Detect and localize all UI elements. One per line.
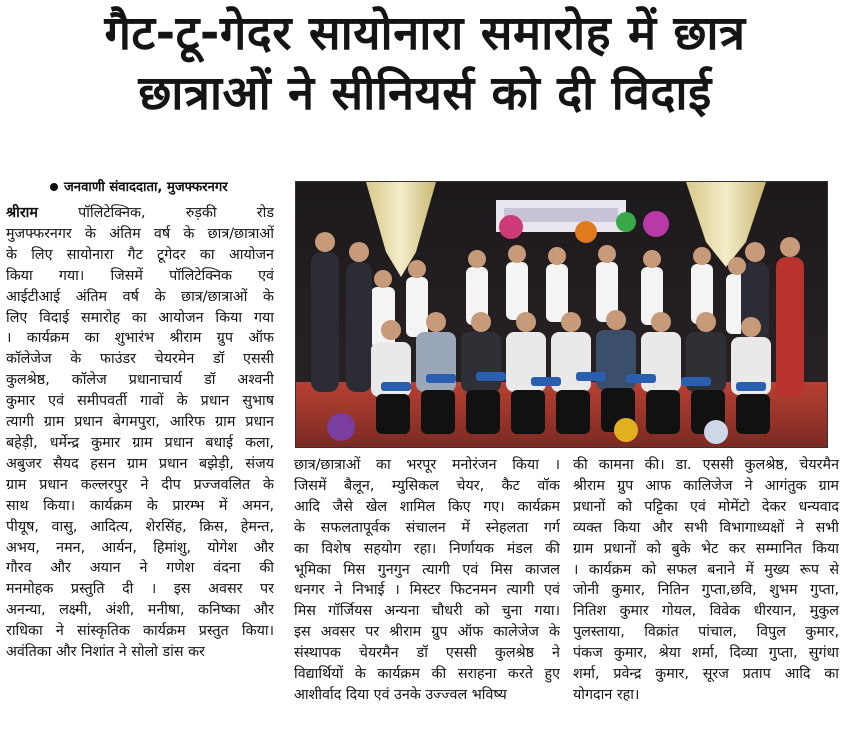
article-line xyxy=(6,621,274,642)
article-line xyxy=(6,475,274,496)
article-line xyxy=(6,412,274,433)
article-line-text: आशीर्वाद दिया एवं उनके उज्ज्वल भविष्य xyxy=(294,686,507,703)
article-line-text: संस्थापक चेयरमैन डॉ एससी कुलश्रेष्ठ ने xyxy=(294,645,560,662)
article-line-text: पुलस्ताया, विक्रांत पांचाल, विपुल कुमार, xyxy=(573,624,839,641)
article-line xyxy=(573,643,839,664)
article-line-text: जोनी कुमार, नितिन गुप्ता,छवि, शुभम गुप्ता, xyxy=(573,582,839,599)
article-line xyxy=(294,539,560,560)
article-line xyxy=(573,601,839,622)
group-photo-image xyxy=(296,182,827,447)
article-line-text: व्यक्त किया और सभी विभागाध्यक्षों ने सभी xyxy=(573,519,839,536)
article-line-text: पीयूष, वासु, आदित्य, शेरसिंह, क्रिस, हेमन्त, xyxy=(6,518,274,535)
article-line xyxy=(573,560,839,581)
article-line xyxy=(6,287,274,308)
article-line xyxy=(6,328,274,349)
article-paragraph-3 xyxy=(573,455,839,706)
article-line xyxy=(573,580,839,601)
article-line-text: की कामना की। डा. एससी कुलश्रेष्ठ, चेयरमैन xyxy=(573,457,839,473)
article-column-2 xyxy=(294,455,560,706)
article-line-text: साथ किया। कार्यक्रम के प्रारम्भ में अमन, xyxy=(6,497,274,514)
article-line-text: ग्राम प्रधानों को बुके भेट कर सम्मानित किया xyxy=(573,540,839,557)
headline-line-2: छात्राओं ने सीनियर्स को दी विदाई xyxy=(138,66,712,121)
article-line-text: भूमिका मिस गुनगुन त्यागी एवं मिस काजल xyxy=(294,561,560,578)
article-line xyxy=(294,580,560,601)
article-line-text: के सफलतापूर्वक संचालन में स्नेहलता गर्ग xyxy=(294,519,560,536)
article-line-text: बहेड़ी, धर्मेन्द्र कुमार ग्राम प्रधान बधाई कला, xyxy=(6,434,274,451)
article-line-text: मनमोहक प्रस्तुति दी । इस अवसर पर xyxy=(6,581,274,598)
article-line xyxy=(294,601,560,622)
article-line-text: कुमार एवं समीपवर्ती गावों के प्रधान सुभाष xyxy=(6,393,274,410)
article-line-text: अबुजर सैयद हसन ग्राम प्रधान बझेड़ी, संजय xyxy=(6,455,274,472)
article-line xyxy=(6,308,274,329)
group-photo xyxy=(295,181,828,448)
article-line-text: पॉलिटेक्निक, रुड़की रोड xyxy=(37,205,274,221)
article-line xyxy=(294,664,560,685)
article-line xyxy=(6,579,274,600)
article-line-text: छात्र/छात्राओं का भरपूर मनोरंजन किया । xyxy=(294,457,560,473)
article-line xyxy=(6,245,274,266)
article-line xyxy=(6,517,274,538)
article-line-text: मिस गॉर्जियस अन्यना चौधरी को चुना गया। xyxy=(294,603,560,620)
article-line-text: श्रीराम ग्रुप आफ कालिजेज ने आगंतुक ग्राम xyxy=(573,477,839,494)
article-line xyxy=(294,622,560,643)
byline xyxy=(50,177,294,195)
article-line xyxy=(573,455,839,476)
article-paragraph-1 xyxy=(6,203,274,663)
article-line-text: किया गया। जिसमें पॉलिटेक्निक एवं xyxy=(6,267,274,284)
article-line-text: पंकज कुमार, श्रेया शर्मा, दिव्या गुप्ता, सुगंधा xyxy=(573,645,839,662)
article-line-text: योगदान रहा। xyxy=(573,686,640,703)
article-line-text: मुजफ्फरनगर के अंतिम वर्ष के छात्र/छात्राओं xyxy=(6,225,274,242)
article-column-1 xyxy=(6,203,274,663)
headline xyxy=(0,4,850,124)
article-line-text: । कार्यक्रम को सफल बनाने में मुख्य रूप से xyxy=(573,561,839,578)
article-line xyxy=(573,622,839,643)
article-line xyxy=(294,476,560,497)
article-line-text: आदि जैसे खेल शामिल किए गए। कार्यक्रम xyxy=(294,498,560,515)
article-line xyxy=(6,224,274,245)
article-line-text: राधिका ने सांस्कृतिक कार्यक्रम प्रस्तुत किया। xyxy=(6,623,274,640)
article-line xyxy=(573,476,839,497)
bullet-icon xyxy=(50,183,58,191)
article-line-text: इस अवसर पर श्रीराम ग्रुप ऑफ कालेजेज के xyxy=(294,624,560,641)
article-column-3 xyxy=(573,455,839,706)
article-line-text: आईटीआई अंतिम वर्ष के छात्र/छात्राओं के xyxy=(6,288,274,305)
article-line xyxy=(294,455,560,476)
article-line xyxy=(6,433,274,454)
article-line-text: अनन्या, लक्ष्मी, अंशी, मनीषा, कनिष्का और xyxy=(6,602,274,619)
headline-line-1: गैट-टू-गेदर सायोनारा समारोह में छात्र xyxy=(104,6,746,61)
article-line xyxy=(6,642,274,663)
article-paragraph-2 xyxy=(294,455,560,706)
article-line-text: धनगर ने निभाई । मिस्टर फिटनमन त्यागी एवं xyxy=(294,582,560,599)
article-line-text: त्यागी ग्राम प्रधान बेगमपुरा, आरिफ ग्राम प्रधान xyxy=(6,414,274,431)
article-line-text: कुलश्रेष्ठ, कॉलेज प्रधानाचार्य डॉ अश्वनी xyxy=(6,372,274,389)
article-line-text: । कार्यक्रम का शुभारंभ श्रीराम ग्रुप ऑफ xyxy=(6,330,274,347)
article-line-text: का विशेष सहयोग रहा। निर्णायक मंडल की xyxy=(294,540,560,557)
article-line xyxy=(573,497,839,518)
article-line xyxy=(294,518,560,539)
article-line xyxy=(573,664,839,685)
article-line xyxy=(294,643,560,664)
article-line-text: अभय, नमन, आर्यन, हिमांशु, योगेश और xyxy=(6,539,274,556)
article-line-text: लिए विदाई समारोह का आयोजन किया गया xyxy=(6,309,274,326)
article-line xyxy=(6,538,274,559)
article-line xyxy=(6,600,274,621)
article-line-text: के लिए सायोनारा गैट टूगेदर का आयोजन xyxy=(6,246,274,263)
article-line xyxy=(6,391,274,412)
article-line-text: कॉलेजेज के फाउंडर चेयरमेन डॉ एससी xyxy=(6,351,274,368)
article-line xyxy=(573,539,839,560)
article-line-text: शर्मा, प्रवेन्द्र कुमार, सूरज प्रताप आदि का xyxy=(573,666,839,683)
article-line-text: जिसमें बैलून, म्युसिकल चेयर, कैट वॉक xyxy=(294,477,560,494)
article-line xyxy=(6,496,274,517)
lead-word: श्रीराम xyxy=(6,205,38,221)
article-line-text: ग्राम प्रधान कल्लरपुर ने दीप प्रज्जवलित के xyxy=(6,476,274,493)
article-line-text: प्रधानों को पट्टिका एवं मोमेंटो देकर धन्यवाद xyxy=(573,498,839,515)
article-line xyxy=(294,560,560,581)
article-line xyxy=(294,685,560,706)
article-line xyxy=(6,266,274,287)
article-line xyxy=(294,497,560,518)
article-line xyxy=(6,349,274,370)
article-line-text: अवंतिका और निशांत ने सोलो डांस कर xyxy=(6,644,205,661)
article-line xyxy=(6,454,274,475)
article-line-text: गौरव और अयान ने गणेश वंदना की xyxy=(6,560,274,577)
article-line xyxy=(6,370,274,391)
article-line xyxy=(573,685,839,706)
byline-text: जनवाणी संवाददाता, मुजफ्फरनगर xyxy=(64,180,228,195)
article-line xyxy=(6,203,274,224)
article-line xyxy=(573,518,839,539)
article-line-text: विद्यार्थियों के कार्यक्रम की सराहना करते हुए xyxy=(294,666,560,683)
article-line-text: नितिश कुमार गोयल, विवेक धीरयान, मुकुल xyxy=(573,603,839,620)
article-line xyxy=(6,558,274,579)
